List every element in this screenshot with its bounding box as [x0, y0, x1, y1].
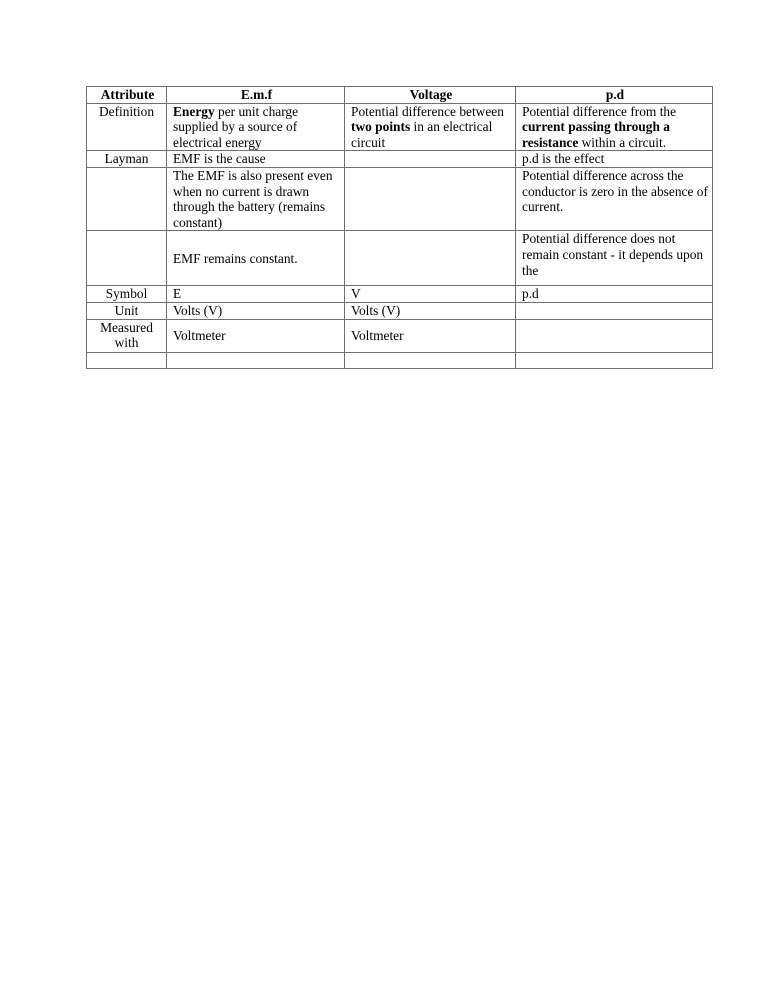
cell-measured-emf: Voltmeter	[167, 319, 345, 352]
cell-empty-4	[516, 352, 713, 368]
header-emf: E.m.f	[167, 87, 345, 104]
cell-measured-attribute: Measured with	[87, 319, 167, 352]
table-row-empty	[87, 352, 713, 368]
cell-presence-voltage	[345, 167, 516, 230]
cell-unit-voltage: Volts (V)	[345, 302, 516, 319]
cell-measured-voltage: Voltmeter	[345, 319, 516, 352]
comparison-table	[86, 86, 713, 369]
table-header-row	[87, 87, 713, 104]
pd-definition-pre: Potential difference from the	[522, 103, 677, 119]
cell-constancy-voltage	[345, 231, 516, 286]
pd-definition-bold: current passing through a resistance	[522, 119, 670, 150]
table-row-unit	[87, 302, 713, 319]
cell-layman-pd: p.d is the effect	[516, 151, 713, 168]
header-attribute: Attribute	[87, 87, 167, 104]
cell-definition-pd	[516, 103, 713, 151]
cell-unit-emf: Volts (V)	[167, 302, 345, 319]
header-pd: p.d	[516, 87, 713, 104]
voltage-definition-pre: Potential difference between	[351, 103, 504, 119]
table-row-presence	[87, 167, 713, 230]
emf-definition-bold: Energy	[173, 103, 215, 119]
cell-empty-1	[87, 352, 167, 368]
table-row-layman	[87, 151, 713, 168]
table-row-constancy	[87, 231, 713, 286]
cell-layman-voltage	[345, 151, 516, 168]
cell-symbol-attribute: Symbol	[87, 286, 167, 303]
cell-presence-pd: Potential difference across the conductor is zero in the absence of current.	[516, 167, 713, 230]
header-voltage: Voltage	[345, 87, 516, 104]
cell-definition-attribute: Definition	[87, 103, 167, 151]
cell-presence-emf: The EMF is also present even when no current is drawn through the battery (remains constant)	[167, 167, 345, 230]
cell-measured-pd	[516, 319, 713, 352]
voltage-definition-bold: two points	[351, 119, 411, 135]
cell-constancy-attribute	[87, 231, 167, 286]
cell-definition-emf	[167, 103, 345, 151]
cell-unit-pd	[516, 302, 713, 319]
cell-presence-attribute	[87, 167, 167, 230]
cell-empty-3	[345, 352, 516, 368]
table-row-symbol	[87, 286, 713, 303]
cell-unit-attribute: Unit	[87, 302, 167, 319]
cell-symbol-emf: E	[167, 286, 345, 303]
cell-layman-emf: EMF is the cause	[167, 151, 345, 168]
cell-constancy-pd: Potential difference does not remain constant - it depends upon the	[516, 231, 713, 286]
emf-definition-text: per unit charge supplied by a source of electrical energy	[173, 103, 299, 150]
cell-symbol-pd: p.d	[516, 286, 713, 303]
cell-constancy-emf: EMF remains constant.	[167, 231, 345, 286]
cell-symbol-voltage: V	[345, 286, 516, 303]
cell-definition-voltage	[345, 103, 516, 151]
table-row-definition	[87, 103, 713, 151]
cell-layman-attribute: Layman	[87, 151, 167, 168]
pd-definition-post: within a circuit.	[578, 134, 667, 150]
table-row-measured	[87, 319, 713, 352]
voltage-definition-post: in an electrical circuit	[351, 119, 493, 150]
cell-empty-2	[167, 352, 345, 368]
